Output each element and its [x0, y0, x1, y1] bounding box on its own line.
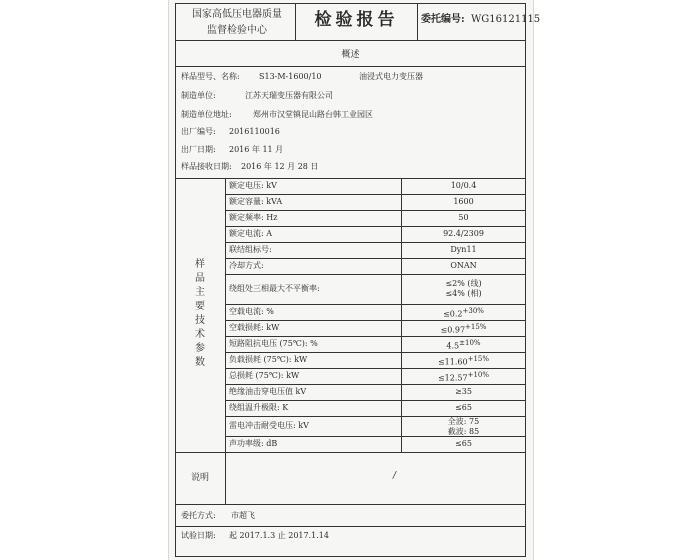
info-label-address: 制造单位地址:	[181, 110, 232, 119]
param-value: 10/0.4	[450, 181, 477, 190]
param-name: 空载电流: %	[229, 307, 274, 316]
param-name: 声功率级: dB	[229, 439, 278, 448]
row-line	[225, 320, 526, 321]
frame-top	[175, 3, 526, 4]
params-top-line	[175, 178, 526, 179]
param-name: 绕组处三相最大不平衡率:	[229, 284, 320, 293]
footer-divider	[175, 526, 526, 527]
org-line-1: 国家高低压电器质量	[192, 9, 282, 20]
param-name: 负载损耗 (75℃): kW	[229, 355, 308, 364]
params-divider-left	[225, 178, 226, 452]
header-divider-2	[417, 3, 418, 40]
row-line	[225, 384, 526, 385]
param-name: 冷却方式:	[229, 261, 264, 270]
test-date-value: 起 2017.1.3 止 2017.1.14	[229, 531, 329, 540]
param-value	[402, 340, 525, 351]
param-value: ONAN	[450, 261, 477, 270]
param-value	[402, 356, 525, 367]
param-value: ≤65	[455, 439, 472, 448]
info-value-manufacture-date: 2016 年 11 月	[229, 145, 284, 154]
param-name: 额定电流: A	[229, 229, 273, 238]
param-value: 1600	[453, 197, 474, 206]
param-value-main: ≤12.57	[437, 373, 468, 383]
header-divider-1	[295, 3, 296, 40]
param-value: ≥35	[455, 387, 472, 396]
param-value	[402, 308, 525, 319]
param-value-main: 4.5	[446, 341, 460, 351]
info-label-manufacturer: 制造单位:	[181, 91, 216, 100]
param-tolerance: +15%	[465, 323, 487, 331]
param-name: 绕组温升极限: K	[229, 403, 289, 412]
entrust-method-value: 市超飞	[231, 511, 255, 520]
param-name: 空载损耗: kW	[229, 323, 280, 332]
param-name: 绝缘油击穿电压值 kV	[229, 387, 307, 396]
param-name: 联结组标号:	[229, 245, 272, 254]
report-title: 检验报告	[314, 10, 399, 30]
row-line	[225, 336, 526, 337]
params-side-label: 样品主要技术参数	[195, 259, 205, 368]
param-name: 额定容量: kVA	[229, 197, 283, 206]
row-line	[225, 400, 526, 401]
param-value-line: 全波: 75	[447, 417, 480, 426]
info-value-model: S13-M-1600/10	[259, 72, 322, 81]
info-value-receive-date: 2016 年 12 月 28 日	[241, 162, 319, 171]
param-name: 雷电冲击耐受电压: kV	[229, 421, 309, 430]
param-value-line: ≤2% (线)	[445, 279, 482, 288]
param-name: 额定频率: Hz	[229, 213, 278, 222]
info-value-address: 郑州市汉堂镇昆山路台韩工业园区	[253, 110, 373, 119]
param-tolerance: +10%	[467, 371, 490, 379]
param-value-line: ≤4% (相)	[445, 289, 482, 298]
frame-bottom	[175, 556, 526, 557]
remark-value: /	[393, 471, 397, 481]
param-value	[402, 324, 525, 335]
param-tolerance: +30%	[462, 307, 484, 315]
org-line-2: 监督检验中心	[207, 25, 267, 36]
param-name: 总损耗 (75℃): kW	[229, 371, 300, 380]
entrust-number: WG16121115	[471, 14, 541, 25]
row-line	[225, 210, 526, 211]
param-value-line: 截波: 85	[447, 427, 480, 436]
param-value: 50	[458, 213, 469, 222]
header-bottom-line	[175, 40, 526, 41]
remark-divider	[225, 452, 226, 504]
info-label-model: 样品型号、名称:	[181, 72, 240, 81]
params-bottom-line	[175, 452, 526, 453]
info-value-serial: 2016110016	[229, 127, 280, 136]
row-line	[225, 352, 526, 353]
entrust-method-label: 委托方式:	[181, 511, 216, 520]
param-value-main: ≤0.2	[443, 309, 463, 319]
param-value: ≤65	[455, 403, 472, 412]
param-value-main: ≤0.97	[440, 325, 466, 335]
remark-label: 说明	[190, 473, 209, 483]
row-line	[225, 274, 526, 275]
row-line	[225, 242, 526, 243]
row-line	[225, 194, 526, 195]
info-value-manufacturer: 江苏天瑞变压器有限公司	[245, 91, 333, 100]
param-name: 短路阻抗电压 (75℃): %	[229, 339, 318, 348]
entrust-label: 委托编号:	[421, 14, 465, 25]
row-line	[225, 368, 526, 369]
report-sheet	[168, 0, 541, 560]
param-value: 92.4/2309	[443, 229, 484, 238]
info-label-manufacture-date: 出厂日期:	[181, 145, 216, 154]
section-title: 概述	[341, 50, 360, 60]
section-title-line	[175, 66, 526, 67]
remark-bottom-line	[175, 504, 526, 505]
row-line	[225, 258, 526, 259]
param-value	[402, 372, 525, 383]
info-label-serial: 出厂编号:	[181, 127, 216, 136]
param-value: Dyn11	[450, 245, 477, 254]
param-tolerance: +15%	[467, 355, 490, 363]
test-date-label: 试验日期:	[181, 531, 216, 540]
frame-right	[525, 3, 526, 557]
param-value-stack	[402, 417, 525, 437]
param-name: 额定电压: kV	[229, 181, 277, 190]
param-value-main: ≤11.60	[437, 357, 468, 367]
row-line	[225, 226, 526, 227]
info-value-product: 油浸式电力变压器	[359, 72, 423, 81]
row-line	[225, 304, 526, 305]
info-label-receive-date: 样品接收日期:	[181, 162, 232, 171]
param-value-stack	[402, 279, 525, 299]
param-tolerance: ±10%	[459, 339, 481, 347]
